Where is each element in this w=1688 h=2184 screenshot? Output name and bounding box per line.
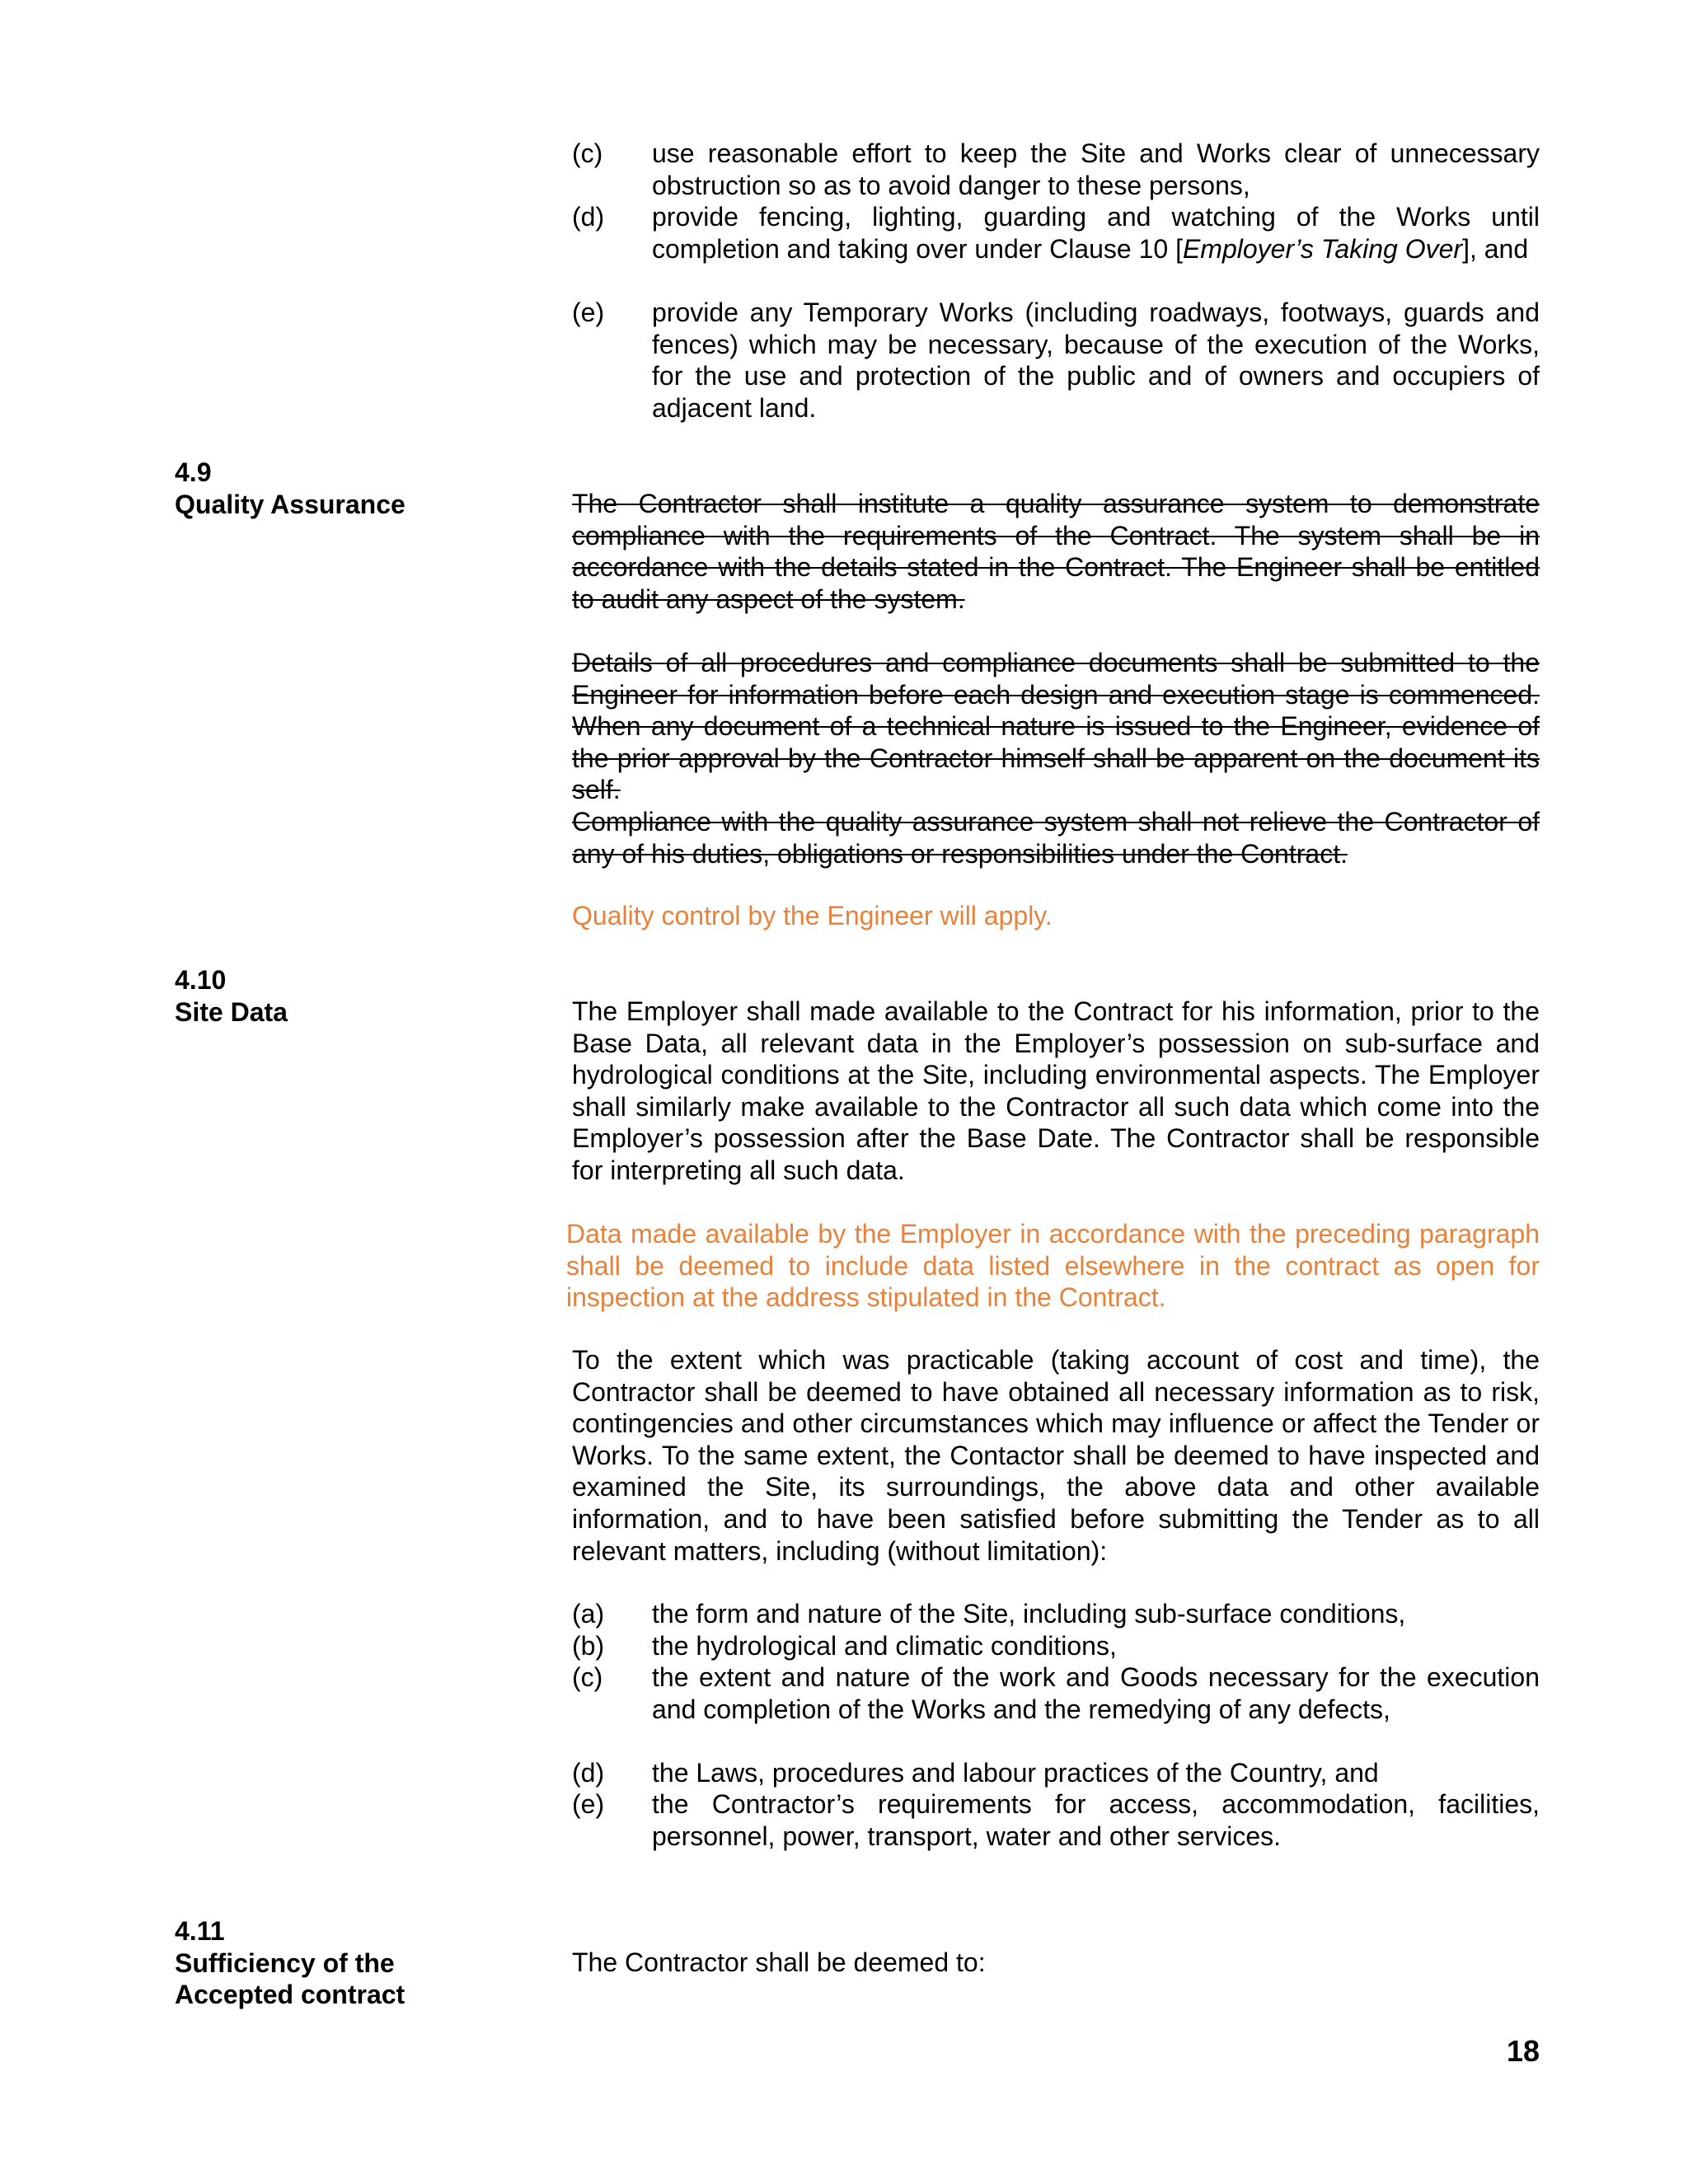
section-title-line: Sufficiency of the	[175, 1947, 395, 1978]
list-marker: (c)	[572, 138, 603, 168]
list-marker: (d)	[572, 202, 605, 232]
list-item-text: the extent and nature of the work and Goods necessary for the execution and completion of the Works and the remedying of any defects,	[652, 1662, 1540, 1724]
list-item-text: the form and nature of the Site, including sub-surface conditions,	[652, 1599, 1406, 1629]
intro-list-item-e	[572, 297, 1540, 424]
site-data-list-item-a	[572, 1598, 1540, 1630]
section-title-line: Accepted contract	[175, 1980, 406, 2010]
list-marker: (c)	[572, 1662, 603, 1692]
deleted-paragraph: Compliance with the quality assurance system shall not relieve the Contractor of any of his duties, obligations or responsibilities under the Contract.	[572, 806, 1540, 869]
section-4-10-heading	[175, 964, 521, 1028]
page-number: 18	[1506, 2034, 1540, 2068]
section-4-9-deleted-1	[572, 488, 1540, 615]
body-paragraph: To the extent which was practicable (taking account of cost and time), the Contractor shall be deemed to have obtained all necessary information as to risk, contingencies and other circumstances which may influence or affect the Tender or Works. To the same extent, the Contactor shall be deemed to have inspected and examined the Site, its surroundings, the above data and other available information, and to have been satisfied before submitting the Tender as to all relevant matters, including (without limitation):	[572, 1345, 1540, 1566]
list-marker: (b)	[572, 1631, 605, 1661]
amendment-text: Data made available by the Employer in accordance with the preceding paragraph shall be deemed to include data listed elsewhere in the contract as open for inspection at the address stipulated in the Contract.	[566, 1219, 1540, 1313]
section-4-10-paragraph-2	[572, 1344, 1540, 1567]
list-item-text: use reasonable effort to keep the Site and Works clear of unnecessary obstruction so as to avoid danger to these persons,	[652, 138, 1540, 200]
section-title: Quality Assurance	[175, 489, 406, 519]
list-item-text: the Laws, procedures and labour practices of the Country, and	[652, 1758, 1379, 1788]
section-4-9-amendment	[572, 900, 1540, 932]
section-4-10-amendment	[566, 1218, 1540, 1314]
list-item-text: provide any Temporary Works (including roadways, footways, guards and fences) which may be necessary, because of the execution of the Works, for the use and protection of the public and of owners and occupiers of adjacent land.	[652, 298, 1540, 423]
section-4-9-deleted-2	[572, 647, 1540, 869]
section-number: 4.11	[175, 1916, 225, 1946]
section-number: 4.9	[175, 457, 212, 487]
section-number: 4.10	[175, 965, 227, 995]
list-item-text-part: provide fencing, lighting, guarding and watching of the Works until completion and taking over under Clause 10 [	[652, 202, 1540, 264]
body-paragraph: The Employer shall made available to the Contract for his information, prior to the Base Data, all relevant data in the Employer’s possession on sub-surface and hydrological conditions at the Site, including environmental aspects. The Employer shall similarly make available to the Contractor all such data which come into the Employer’s possession after the Base Date. The Contractor shall be responsible for interpreting all such data.	[572, 996, 1540, 1185]
body-paragraph: The Contractor shall be deemed to:	[572, 1947, 986, 1977]
deleted-paragraph: The Contractor shall institute a quality assurance system to demonstrate compliance with the requirements of the Contract. The system shall be in accordance with the details stated in the Contract. The Engineer shall be entitled to audit any aspect of the system.	[572, 489, 1540, 614]
list-marker: (e)	[572, 1789, 605, 1819]
intro-list-item-c	[572, 138, 1540, 201]
amendment-text: Quality control by the Engineer will apply.	[572, 901, 1053, 930]
section-4-9-heading	[175, 457, 521, 520]
list-item-text	[652, 201, 1540, 265]
list-marker: (a)	[572, 1599, 605, 1629]
section-4-11-paragraph-1	[572, 1947, 1540, 1979]
list-item-text: the Contractor’s requirements for access, accommodation, facilities, personnel, power, transport, water and other services.	[652, 1789, 1540, 1851]
site-data-list-item-d	[572, 1757, 1540, 1789]
list-item-text-part: ], and	[1462, 233, 1529, 264]
section-4-10-paragraph-1	[572, 996, 1540, 1187]
intro-list-item-d	[572, 201, 1540, 265]
clause-reference-italic: Employer’s Taking Over	[1182, 233, 1463, 264]
site-data-list-item-e	[572, 1788, 1540, 1852]
section-title: Site Data	[175, 996, 288, 1027]
section-4-11-heading	[175, 1915, 521, 2011]
list-item-text: the hydrological and climatic conditions,	[652, 1631, 1117, 1661]
list-marker: (e)	[572, 298, 605, 327]
site-data-list-item-c	[572, 1661, 1540, 1725]
site-data-list-item-b	[572, 1630, 1540, 1662]
deleted-paragraph: Details of all procedures and compliance documents shall be submitted to the Engineer for information before each design and execution stage is commenced. When any document of a technical nature is issued to the Engineer, evidence of the prior approval by the Contractor himself shall be apparent on the document its self.	[572, 648, 1540, 805]
list-marker: (d)	[572, 1758, 605, 1788]
